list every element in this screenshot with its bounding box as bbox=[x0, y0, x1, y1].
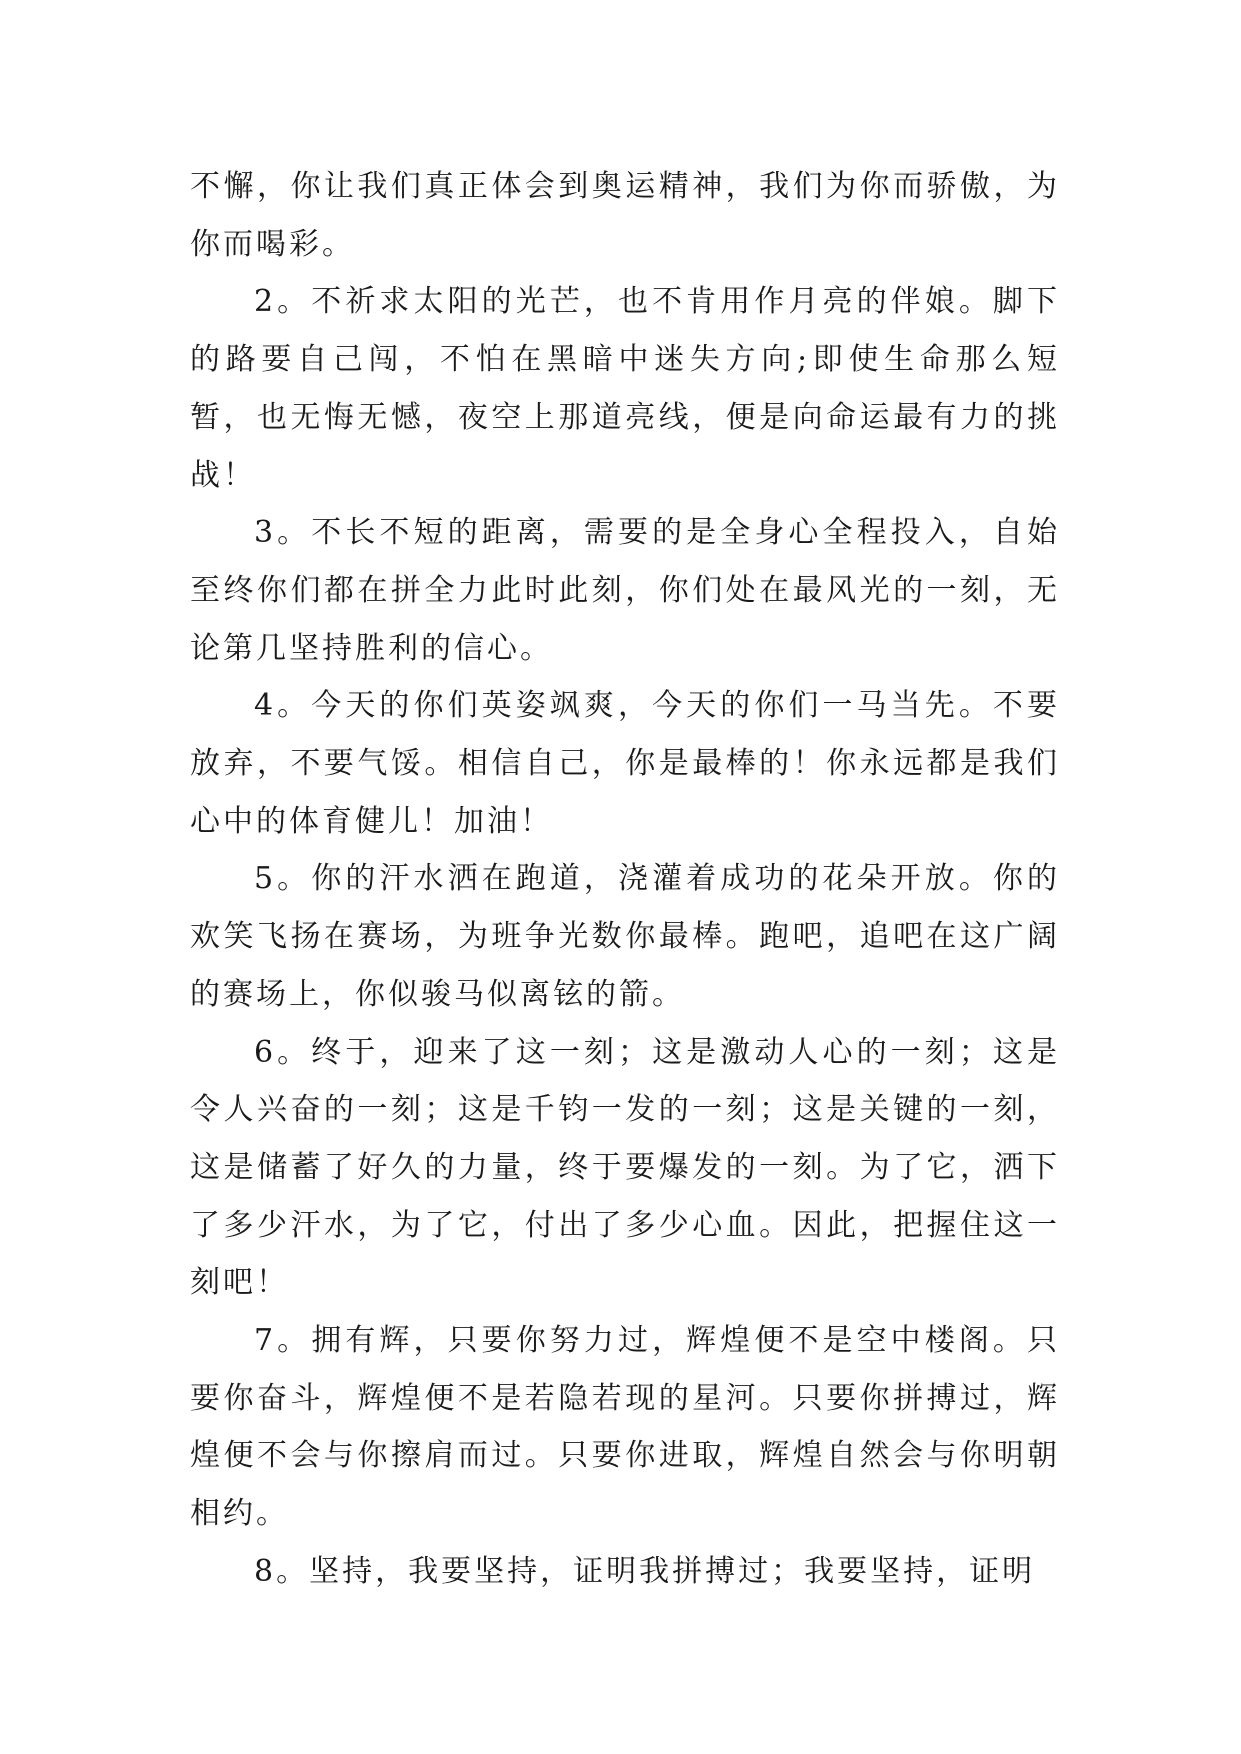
body-text bbox=[190, 158, 1060, 1601]
paragraph-2: 2。不祈求太阳的光芒，也不肯用作月亮的伴娘。脚下的路要自己闯，不怕在黑暗中迷失方向;即使生命那么短暂，也无悔无憾，夜空上那道亮线，便是向命运最有力的挑战！ bbox=[190, 284, 1060, 493]
paragraph-7: 7。拥有辉，只要你努力过，辉煌便不是空中楼阁。只要你奋斗，辉煌便不是若隐若现的星河。只要你拼搏过，辉煌便不会与你擦肩而过。只要你进取，辉煌自然会与你明朝相约。 bbox=[190, 1323, 1060, 1532]
paragraph-continued: 不懈，你让我们真正体会到奥运精神，我们为你而骄傲，为你而喝彩。 bbox=[190, 169, 1060, 262]
paragraph-3: 3。不长不短的距离，需要的是全身心全程投入，自始至终你们都在拼全力此时此刻，你们处在最风光的一刻，无论第几坚持胜利的信心。 bbox=[190, 515, 1060, 666]
paragraph-5: 5。你的汗水洒在跑道，浇灌着成功的花朵开放。你的欢笑飞扬在赛场，为班争光数你最棒。跑吧，追吧在这广阔的赛场上，你似骏马似离铉的箭。 bbox=[190, 861, 1060, 1012]
paragraph-8: 8。坚持，我要坚持，证明我拼搏过；我要坚持，证明 bbox=[254, 1553, 1036, 1589]
paragraph-4: 4。今天的你们英姿飒爽，今天的你们一马当先。不要放弃，不要气馁。相信自己，你是最棒的！你永远都是我们心中的体育健儿！加油！ bbox=[190, 688, 1060, 839]
paragraph-6: 6。终于，迎来了这一刻；这是激动人心的一刻；这是令人兴奋的一刻；这是千钧一发的一刻；这是关键的一刻，这是储蓄了好久的力量，终于要爆发的一刻。为了它，洒下了多少汗水，为了它，付出了多少心血。因此，把握住这一刻吧！ bbox=[190, 1034, 1060, 1301]
